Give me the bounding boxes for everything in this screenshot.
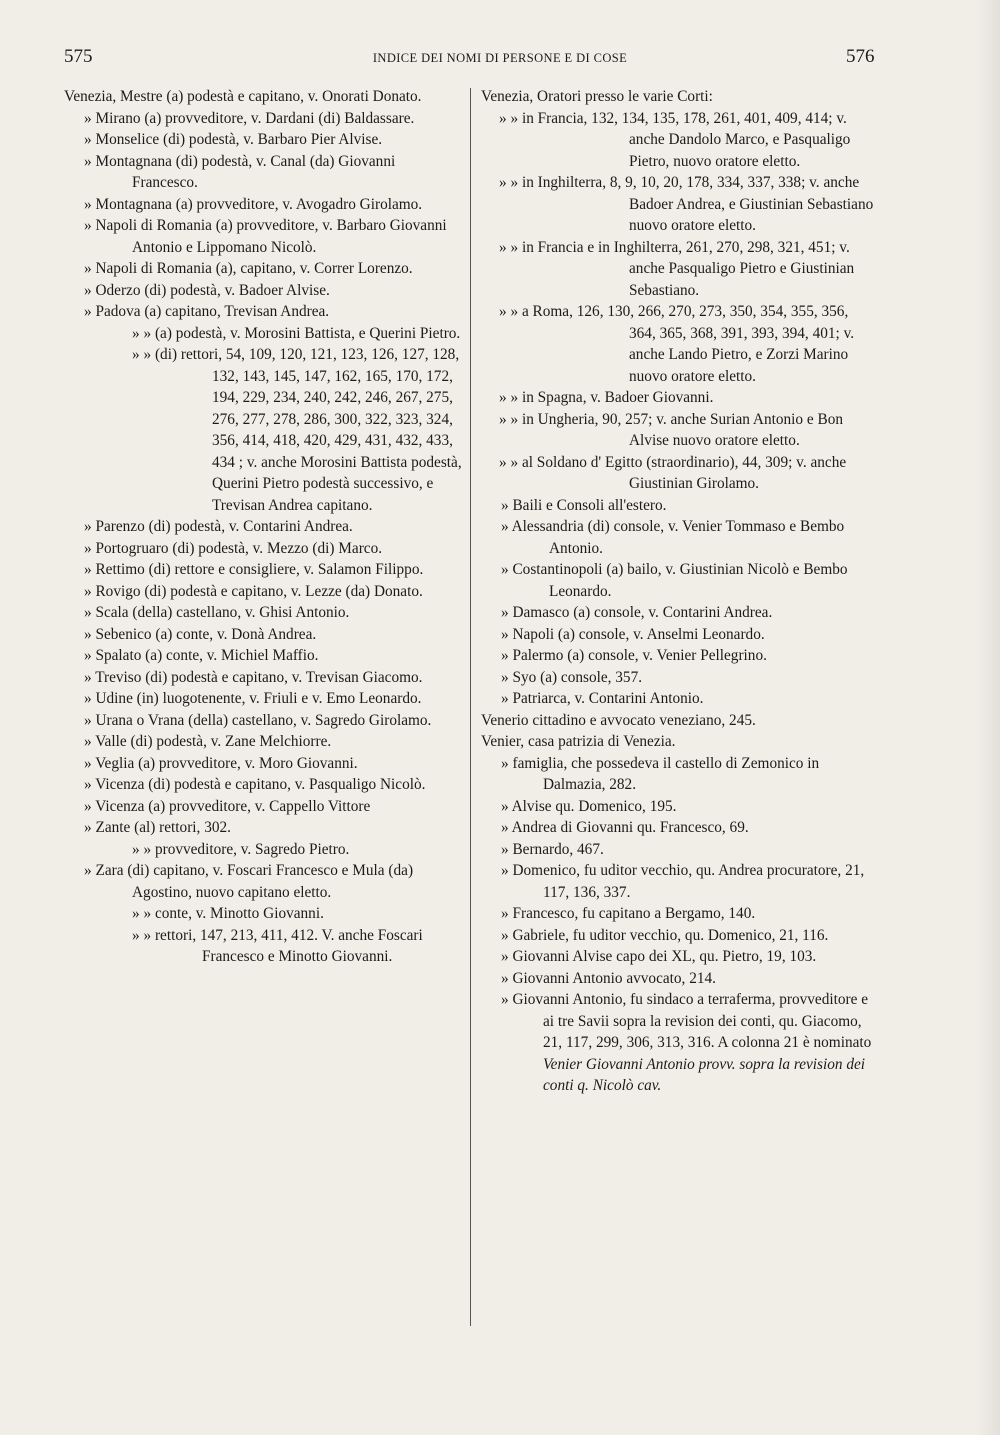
index-entry: » Spalato (a) conte, v. Michiel Maffio. [84,647,319,664]
page-number-right: 576 [846,46,875,67]
index-entry: » Urana o Vrana (della) castellano, v. Sagredo Girolamo. [84,711,432,729]
index-entry: » Rettimo (di) rettore e consigliere, v. Salamon Filippo. [84,561,424,578]
index-entry: » Costantinopoli (a) bailo, v. Giustinian Nicolò e Bembo Leonardo. [501,561,848,600]
index-entry: » Zara (di) capitano, v. Foscari Francesco e Mula (da) Agostino, nuovo capitano eletto. [84,862,414,901]
index-entry: » Palermo (a) console, v. Venier Pellegrino. [501,647,767,664]
index-entry: » Domenico, fu uditor vecchio, qu. Andrea procuratore, 21, 117, 136, 337. [501,862,865,901]
index-entry: Venier, casa patrizia di Venezia. [481,733,676,750]
index-entry: » Mirano (a) provveditore, v. Dardani (di) Baldassare. [84,109,415,127]
index-entry: » Oderzo (di) podestà, v. Badoer Alvise. [84,281,330,299]
index-entry: » Damasco (a) console, v. Contarini Andrea. [501,604,773,621]
index-entry: » Bernardo, 467. [501,840,604,858]
index-entry: » Napoli di Romania (a) provveditore, v. Barbaro Giovanni Antonio e Lippomano Nicolò. [84,217,447,256]
index-entry: » Gabriele, fu uditor vecchio, qu. Domenico, 21, 116. [501,926,829,944]
index-entry: » Valle (di) podestà, v. Zane Melchiorre. [84,733,332,750]
page-number-left: 575 [64,46,93,67]
index-entry: » Padova (a) capitano, Trevisan Andrea. [84,303,330,320]
page-edge-shade [975,0,1000,1435]
column-divider [470,88,471,1326]
index-entry: » Andrea di Giovanni qu. Francesco, 69. [501,819,749,836]
index-entry: » » in Francia e in Inghilterra, 261, 270, 298, 321, 451; v. anche Pasqualigo Pietro e Giustinian Sebastiano. [499,238,855,299]
index-entry: » Napoli (a) console, v. Anselmi Leonardo. [501,625,765,643]
index-entry: » Giovanni Antonio avvocato, 214. [501,969,716,987]
left-column [64,86,464,968]
index-entry: » Parenzo (di) podestà, v. Contarini Andrea. [84,518,353,535]
index-entry: » Veglia (a) provveditore, v. Moro Giovanni. [84,754,358,772]
index-entry: » » a Roma, 126, 130, 266, 270, 273, 350, 354, 355, 356, 364, 365, 368, 391, 393, 394, 401; v. anche Lando Pietro, e Zorzi Marino nuovo oratore eletto. [499,303,855,385]
index-entry: » Vicenza (a) provveditore, v. Cappello Vittore [84,797,371,815]
index-entry: » » provveditore, v. Sagredo Pietro. [132,840,350,858]
index-entry: Venerio cittadino e avvocato veneziano, 245. [481,711,756,729]
index-entry: » » conte, v. Minotto Giovanni. [132,905,324,922]
index-entry: » Giovanni Alvise capo dei XL, qu. Pietro, 19, 103. [501,948,817,965]
index-entry: Venezia, Oratori presso le varie Corti: [481,88,713,105]
index-entry: » Alessandria (di) console, v. Venier Tommaso e Bembo Antonio. [501,518,845,557]
index-entry: » Alvise qu. Domenico, 195. [501,797,677,815]
index-entry: » » in Francia, 132, 134, 135, 178, 261, 401, 409, 414; v. anche Dandolo Marco, e Pasqualigo Pietro, nuovo oratore eletto. [499,109,851,170]
index-entry: » Sebenico (a) conte, v. Donà Andrea. [84,625,317,643]
page-header [0,46,1000,76]
index-entry: » Giovanni Antonio, fu sindaco a terraferma, provveditore e ai tre Savii sopra la revision dei conti, qu. Giacomo, 21, 117, 299, 306, 313, 316. A colonna 21 è nominato [501,991,872,1051]
right-column [481,86,877,1097]
index-entry: » Scala (della) castellano, v. Ghisi Antonio. [84,604,350,621]
index-entry: » Napoli di Romania (a), capitano, v. Correr Lorenzo. [84,260,413,277]
index-entry: » famiglia, che possedeva il castello di Zemonico in Dalmazia, 282. [501,754,820,793]
index-entry: » Rovigo (di) podestà e capitano, v. Lezze (da) Donato. [84,582,423,600]
index-entry: » Montagnana (a) provveditore, v. Avogadro Girolamo. [84,195,423,213]
index-entry: » Vicenza (di) podestà e capitano, v. Pasqualigo Nicolò. [84,776,426,793]
index-entry: » » (di) rettori, 54, 109, 120, 121, 123, 126, 127, 128, 132, 143, 145, 147, 162, 165, 170, 172, 194, 229, 234, 240, 242, 246, 267, 275, 276, 277, 278, 286, 300, 322, 323, 324, 356, 414, 418, 420, 429, 431, 432, 433, 434 ; v. anche Morosini Battista podestà, Querini Pietro podestà successivo, e Trevisan Andrea capitano. [132,346,462,514]
index-entry: » » in Ungheria, 90, 257; v. anche Surian Antonio e Bon Alvise nuovo oratore eletto. [499,410,843,449]
index-entry: » Treviso (di) podestà e capitano, v. Trevisan Giacomo. [84,668,423,686]
index-entry: » Zante (al) rettori, 302. [84,819,231,836]
index-entry: » Udine (in) luogotenente, v. Friuli e v. Emo Leonardo. [84,690,422,707]
italic-note: Venier Giovanni Antonio provv. sopra la revision dei conti q. Nicolò cav. [543,1055,866,1094]
index-entry: » Monselice (di) podestà, v. Barbaro Pier Alvise. [84,131,383,148]
index-entry: » » al Soldano d' Egitto (straordinario), 44, 309; v. anche Giustinian Girolamo. [499,453,847,492]
index-entry: » Portogruaro (di) podestà, v. Mezzo (di) Marco. [84,539,383,557]
index-entry: » » (a) podestà, v. Morosini Battista, e Querini Pietro. [132,324,461,342]
index-entry: » » in Spagna, v. Badoer Giovanni. [499,389,714,406]
index-entry: » » rettori, 147, 213, 411, 412. V. anche Foscari Francesco e Minotto Giovanni. [132,926,423,965]
index-entry: » Francesco, fu capitano a Bergamo, 140. [501,905,756,922]
index-entry: Venezia, Mestre (a) podestà e capitano, v. Onorati Donato. [64,88,422,105]
index-entry: » Patriarca, v. Contarini Antonio. [501,690,704,707]
index-entry: » Montagnana (di) podestà, v. Canal (da) Giovanni Francesco. [84,152,396,191]
index-entry: » Baili e Consoli all'estero. [501,496,667,514]
index-entry: » » in Inghilterra, 8, 9, 10, 20, 178, 334, 337, 338; v. anche Badoer Andrea, e Giustinian Sebastiano nuovo oratore eletto. [499,174,874,234]
index-entry: » Syo (a) console, 357. [501,668,643,686]
running-title: INDICE DEI NOMI DI PERSONE E DI COSE [372,51,628,65]
